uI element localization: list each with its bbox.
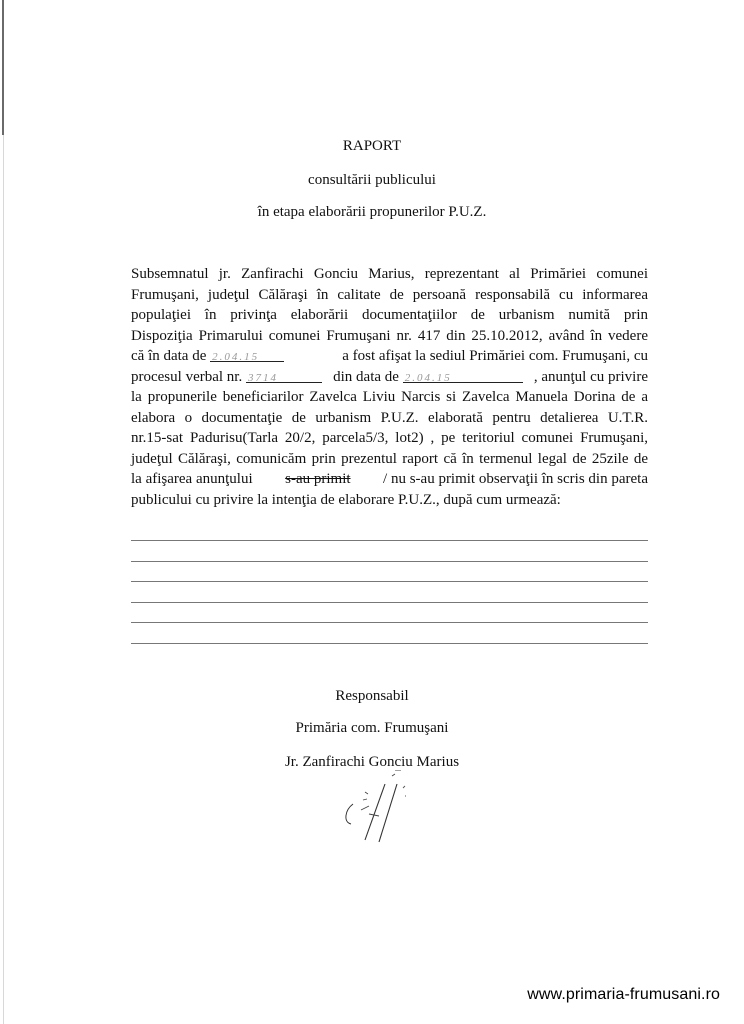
scan-edge-line-faint	[3, 135, 4, 1024]
observation-line	[131, 622, 648, 623]
body-line-5-text-a	[131, 346, 284, 367]
minutes-date-label: din data de	[333, 368, 399, 385]
observation-line	[131, 540, 648, 541]
body-line-5-text-b: a fost afişat la sediul Primăriei com. Frumuşani, cu	[342, 348, 648, 364]
document-title: RAPORT	[342, 138, 402, 154]
minutes-number-label: procesul verbal nr.	[131, 368, 243, 385]
minutes-date-field: 2.04.15	[403, 368, 523, 383]
body-line-6-text-c: , anunţul cu privire	[533, 368, 648, 385]
body-line-8: elabora o documentaţie de urbanism P.U.Z. elaborată pentru detalierea U.T.R.	[131, 409, 648, 426]
posted-date-field: 2.04.15	[210, 347, 284, 362]
signatory-role: Responsabil	[335, 688, 409, 704]
observation-line	[131, 602, 648, 603]
body-line-11-text-b: / nu s-au primit observaţii în scris din pareta	[383, 471, 648, 487]
body-line-1: Subsemnatul jr. Zanfirachi Gonciu Marius, reprezentant al Primăriei comunei	[131, 266, 648, 282]
observation-line	[131, 581, 648, 582]
handwritten-signature-icon	[335, 770, 455, 850]
signatory-institution: Primăria com. Frumuşani	[295, 720, 449, 736]
struck-option-received: s-au primit	[285, 471, 351, 487]
body-line-11	[131, 469, 648, 490]
footer-website: www.primaria-frumusani.ro	[527, 986, 720, 1003]
body-line-6	[131, 367, 648, 388]
body-line-9: nr.15-sat Padurisu(Tarla 20/2, parcela5/3, lot2) , pe teritoriul comunei Frumuşani,	[131, 430, 648, 446]
signatory-name: Jr. Zanfirachi Gonciu Marius	[284, 754, 460, 770]
body-line-4: Dispoziţia Primarului comunei Frumuşani nr. 417 din 25.10.2012, având în vedere	[131, 327, 648, 344]
document-subtitle-1: consultării publicului	[308, 172, 436, 188]
body-line-5	[131, 346, 648, 367]
minutes-number-field: 3714	[246, 368, 322, 383]
body-line-10: judeţul Călăraşi, comunicăm prin prezentul raport că în termenul legal de 25zile de	[131, 450, 648, 467]
document-subtitle-2: în etapa elaborării propunerilor P.U.Z.	[257, 204, 487, 220]
body-line-12: publicului cu privire la intenţia de elaborare P.U.Z., după cum urmează:	[131, 491, 561, 508]
observation-line	[131, 561, 648, 562]
posted-date-label: că în data de	[131, 348, 207, 364]
document-body	[131, 264, 648, 510]
scan-edge-line	[2, 0, 4, 135]
body-line-11-text-a: la afişarea anunţului	[131, 471, 253, 487]
body-line-3: populaţiei în privinţa elaborării documentaţiilor de urbanism numită prin	[131, 307, 648, 323]
body-line-2: Frumuşani, judeţul Călăraşi în calitate de persoană responsabilă cu informarea	[131, 286, 648, 303]
body-line-7: la propunerile beneficiarilor Zavelca Liviu Narcis si Zavelca Manuela Dorina de a	[131, 389, 648, 405]
observation-lines	[131, 540, 648, 663]
observation-line	[131, 643, 648, 644]
